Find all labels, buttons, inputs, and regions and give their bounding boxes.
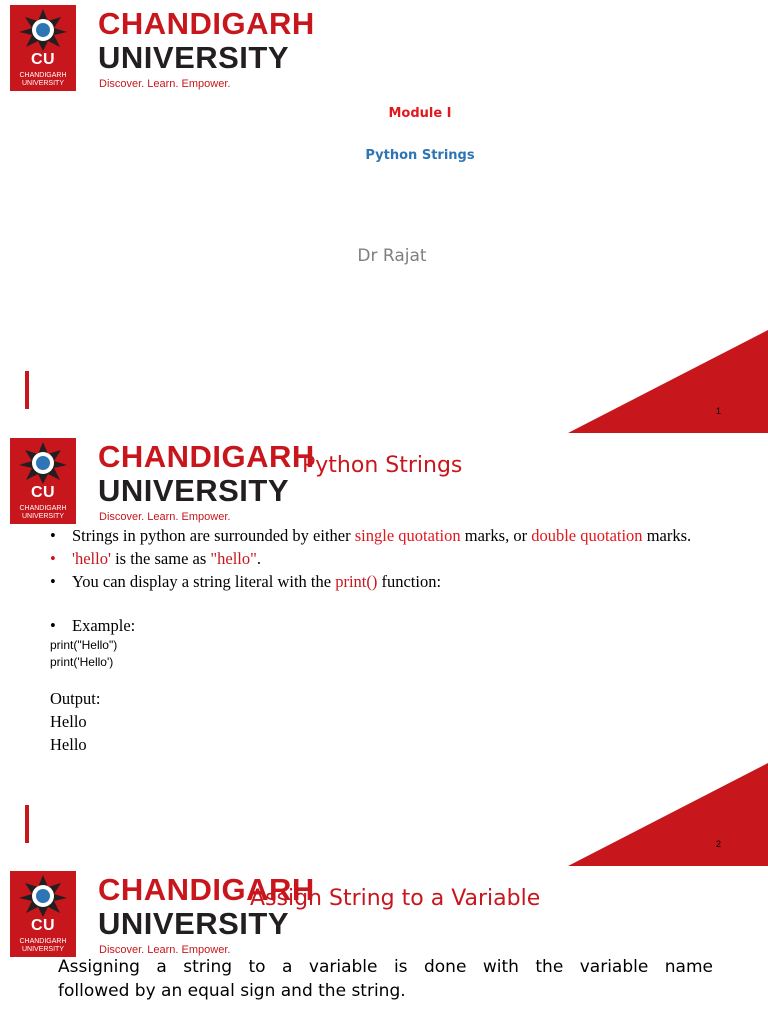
slide-title: Python Strings (302, 453, 463, 478)
left-accent-bar (25, 371, 29, 409)
corner-triangle-decoration (568, 330, 768, 433)
body-text-line: Assigning a string to a variable is done with the variable name (58, 957, 713, 977)
corner-triangle-decoration (568, 763, 768, 866)
code-block (50, 637, 720, 671)
bullet-item (50, 614, 720, 637)
cu-emblem (10, 5, 76, 91)
cu-emblem (10, 871, 76, 957)
example-label: Example: (72, 616, 136, 635)
emblem-cu-text: CU (30, 484, 56, 501)
left-accent-bar (25, 805, 29, 843)
bullet-item: • You can display a string literal with the print() function: (50, 572, 442, 591)
module-label: Module I (388, 106, 452, 121)
emblem-cu-text: CU (30, 917, 56, 934)
logo-name-line1: CHANDIGARH (98, 6, 315, 41)
logo-name-line2: UNIVERSITY (98, 473, 290, 508)
highlight-text: print() (335, 572, 378, 591)
logo-name-line2: UNIVERSITY (98, 40, 290, 75)
logo-name-line1: CHANDIGARH (98, 872, 315, 907)
emblem-caption: CHANDIGARH UNIVERSITY (19, 938, 67, 953)
bullet-item: • Strings in python are surrounded by either single quotation marks, or double quotation marks. (50, 526, 692, 545)
page-number: 2 (716, 839, 722, 849)
slide-2 (0, 433, 768, 866)
slide-title: Assign String to a Variable (250, 886, 541, 911)
topic-label: Python Strings (365, 148, 475, 163)
emblem-caption: CHANDIGARH UNIVERSITY (19, 505, 67, 520)
highlight-text: "hello" (210, 549, 257, 568)
logo-name-line2: UNIVERSITY (98, 906, 290, 941)
author-name: Dr Rajat (357, 246, 427, 266)
logo-tagline: Discover. Learn. Empower. (99, 78, 231, 90)
output-block (50, 687, 720, 756)
output-line: Hello (50, 735, 87, 754)
logo-tagline: Discover. Learn. Empower. (99, 511, 231, 523)
output-label: Output: (50, 689, 101, 708)
code-line: print('Hello') (50, 655, 114, 669)
bullet-dot-icon: • (50, 526, 56, 545)
university-logo (10, 438, 320, 526)
emblem-star-icon (15, 8, 71, 52)
cu-emblem (10, 438, 76, 524)
emblem-caption: CHANDIGARH UNIVERSITY (19, 72, 67, 87)
slide-3 (0, 866, 768, 1024)
code-line: print("Hello") (50, 638, 118, 652)
emblem-star-icon (15, 441, 71, 485)
highlight-text: single quotation (354, 526, 461, 545)
output-line: Hello (50, 712, 87, 731)
slide-body (58, 955, 713, 1003)
university-logo (10, 5, 320, 93)
bullet-dot-icon: • (50, 572, 56, 591)
highlight-text: double quotation (531, 526, 643, 545)
emblem-star-icon (15, 874, 71, 918)
bullet-dot-icon: • (50, 549, 56, 568)
emblem-cu-text: CU (30, 51, 56, 68)
logo-name-line1: CHANDIGARH (98, 439, 315, 474)
body-text-line: followed by an equal sign and the string. (58, 981, 406, 1001)
bullet-item: • 'hello' is the same as "hello". (50, 549, 261, 568)
highlight-text: 'hello' (72, 549, 111, 568)
slide-1 (0, 0, 768, 433)
university-logo (10, 871, 320, 959)
slide-body (50, 524, 720, 756)
bullet-dot-icon: • (50, 616, 56, 635)
page-number: 1 (716, 406, 722, 416)
logo-tagline: Discover. Learn. Empower. (99, 944, 231, 956)
